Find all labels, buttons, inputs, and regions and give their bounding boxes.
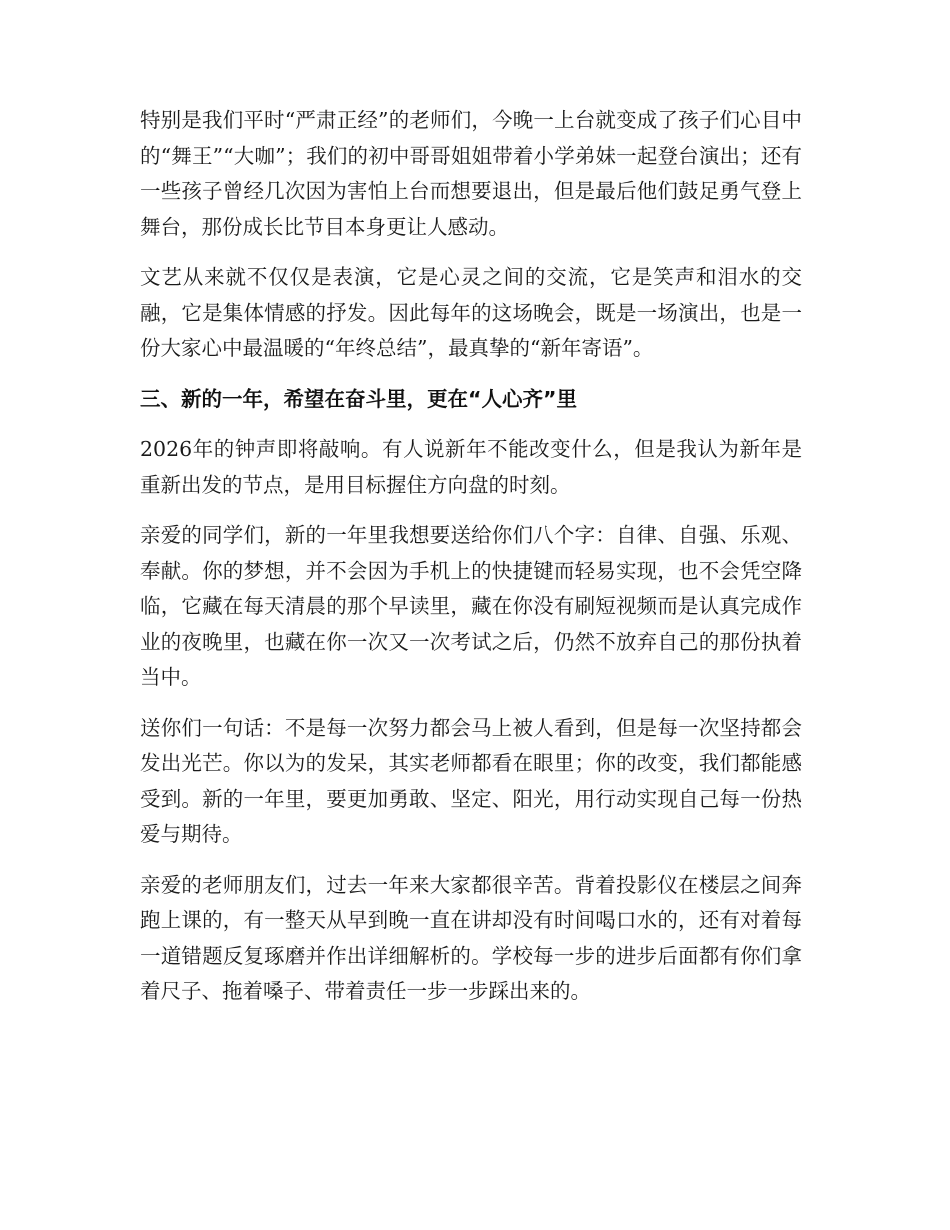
paragraph-teachers-dance: 特别是我们平时“严肃正经”的老师们，今晚一上台就变成了孩子们心目中的“舞王”“大咖”；我们的初中哥哥姐姐带着小学弟妹一起登台演出；还有一些孩子曾经几次因为害怕上台而想要退出，但是最后他们鼓足勇气登上舞台，那份成长比节目本身更让人感动。 <box>140 108 802 239</box>
paragraph-one-sentence: 送你们一句话：不是每一次努力都会马上被人看到，但是每一次坚持都会发出光芒。你以为的发呆，其实老师都看在眼里；你的改变，我们都能感受到。新的一年里，要更加勇敢、坚定、阳光，用行动实现自己每一份热爱与期待。 <box>140 715 802 846</box>
paragraph-art-meaning: 文艺从来就不仅仅是表演，它是心灵之间的交流，它是笑声和泪水的交融，它是集体情感的抒发。因此每年的这场晚会，既是一场演出，也是一份大家心中最温暖的“年终总结”，最真挚的“新年寄语”。 <box>140 265 802 360</box>
document-body <box>140 103 802 1025</box>
paragraph-eight-words: 亲爱的同学们，新的一年里我想要送给你们八个字：自律、自强、乐观、奉献。你的梦想，并不会因为手机上的快捷键而轻易实现，也不会凭空降临，它藏在每天清晨的那个早读里，藏在你没有刷短视频而是认真完成作业的夜晚里，也藏在你一次又一次考试之后，仍然不放弃自己的那份执着当中。 <box>140 523 802 689</box>
paragraph-new-year-bell: 2026年的钟声即将敲响。有人说新年不能改变什么，但是我认为新年是重新出发的节点，是用目标握住方向盘的时刻。 <box>140 437 802 497</box>
section-heading-new-year: 三、新的一年，希望在奋斗里，更在“人心齐”里 <box>140 386 577 411</box>
paragraph-teachers-thanks: 亲爱的老师朋友们，过去一年来大家都很辛苦。背着投影仪在楼层之间奔跑上课的，有一整天从早到晚一直在讲却没有时间喝口水的，还有对着每一道错题反复琢磨并作出详细解析的。学校每一步的进步后面都有你们拿着尺子、拖着嗓子、带着责任一步一步踩出来的。 <box>140 872 802 1003</box>
